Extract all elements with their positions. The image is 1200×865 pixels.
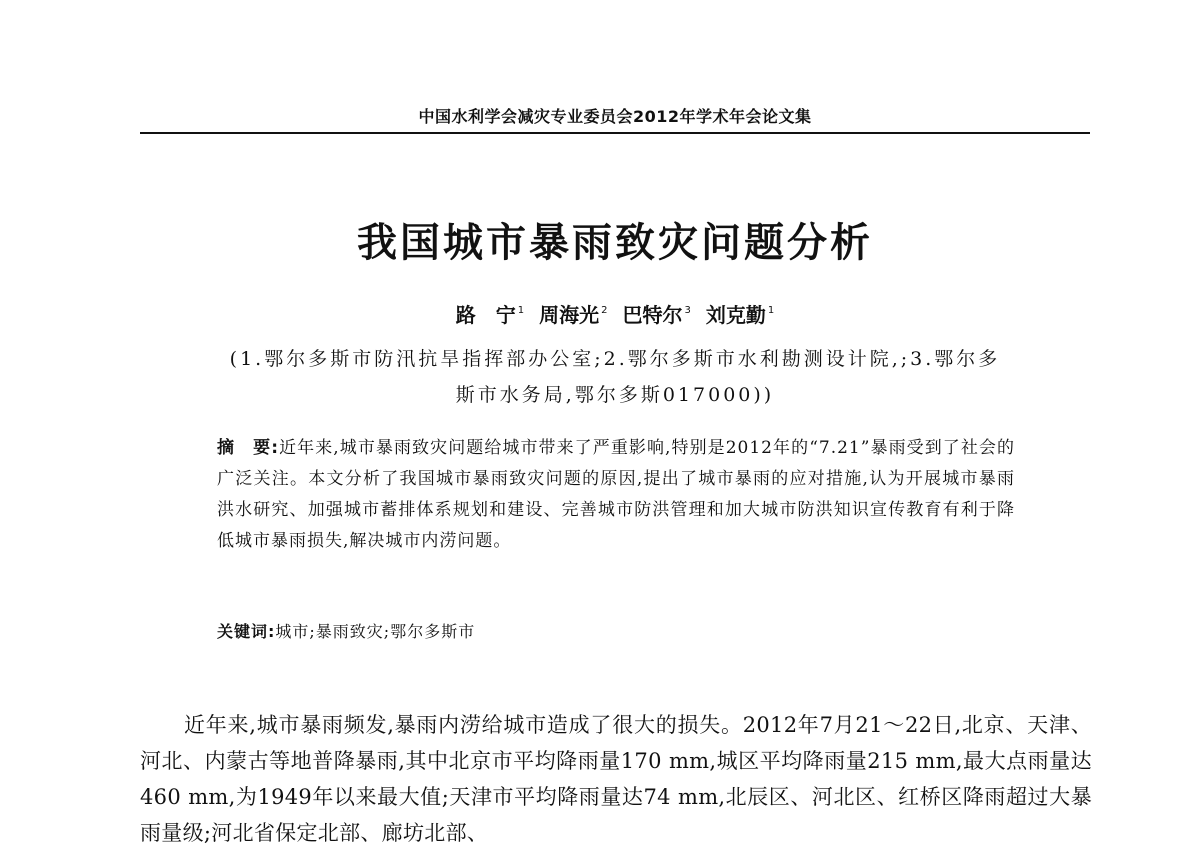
affiliation-line-2: 斯市水务局,鄂尔多斯017000)) [455, 384, 775, 406]
header-rule [140, 132, 1090, 134]
abstract-text: 近年来,城市暴雨致灾问题给城市带来了严重影响,特别是2012年的“7.21”暴雨受到了社会的广泛关注。本文分析了我国城市暴雨致灾问题的原因,提出了城市暴雨的应对措施,认为开展城市暴雨洪水研究、加强城市蓄排体系规划和建设、完善城市防洪管理和加大城市防洪知识宣传教育有利于降低城市暴雨损失,解决城市内涝问题。 [217, 438, 1015, 551]
author-affil-mark: 3 [684, 305, 691, 316]
author-2 [539, 303, 607, 327]
author-affil-mark: 1 [517, 305, 525, 316]
affiliation-line-1: (1.鄂尔多斯市防汛抗旱指挥部办公室;2.鄂尔多斯市水利勘测设计院,;3.鄂尔多 [229, 348, 1001, 370]
author-name: 路 宁 [455, 303, 516, 327]
author-list [140, 297, 1090, 329]
keywords [217, 619, 1015, 645]
author-name: 刘克勤 [705, 303, 766, 327]
keywords-label: 关键词: [217, 622, 276, 641]
author-name: 周海光 [539, 303, 600, 327]
author-1 [456, 303, 524, 327]
author-affil-mark: 1 [767, 305, 775, 316]
running-header: 中国水利学会减灾专业委员会2012年学术年会论文集 [418, 107, 812, 126]
keywords-text: 城市;暴雨致灾;鄂尔多斯市 [275, 622, 476, 641]
author-4 [706, 303, 774, 327]
paper-title: 我国城市暴雨致灾问题分析 [357, 220, 873, 266]
abstract [217, 433, 1015, 557]
abstract-label: 摘 要: [217, 438, 280, 458]
author-affil-mark: 2 [601, 305, 608, 316]
affiliations [143, 341, 1087, 413]
body-paragraph: 近年来,城市暴雨频发,暴雨内涝给城市造成了很大的损失。2012年7月21～22日,北京、天津、河北、内蒙古等地普降暴雨,其中北京市平均降雨量170 mm,城区平均降雨量215 mm,最大点雨量达460 mm,为1949年以来最大值;天津市平均降雨量达74 mm,北辰区、河北区、红桥区降雨超过大暴雨量级;河北省保定北部、廊坊北部、 [140, 713, 1092, 845]
author-name: 巴特尔 [622, 303, 683, 327]
author-3 [622, 303, 690, 327]
